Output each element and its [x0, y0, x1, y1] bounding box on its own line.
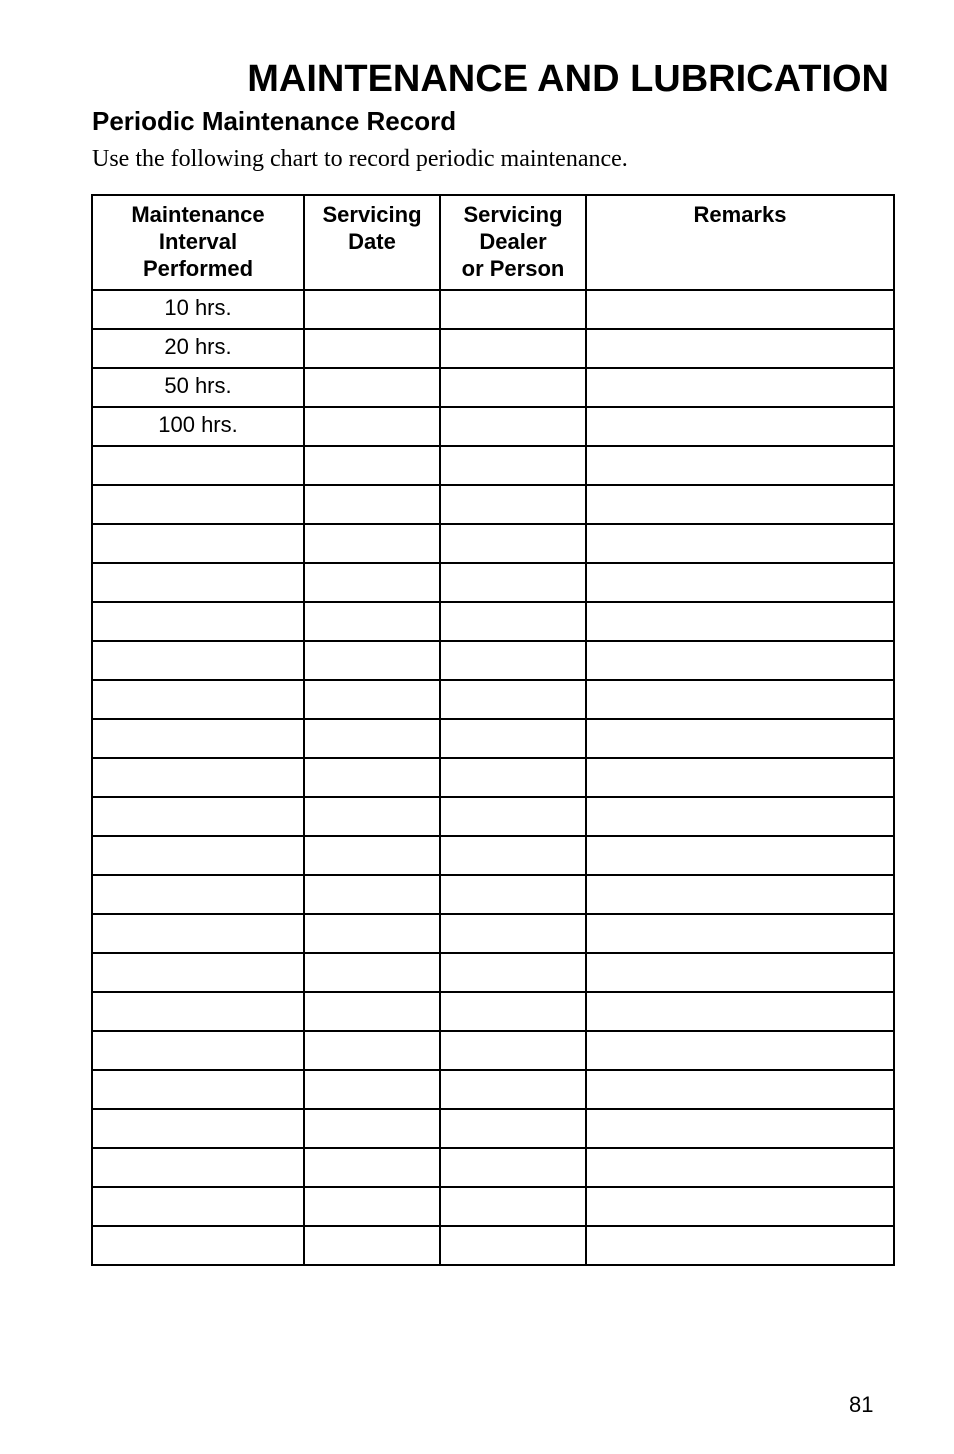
interval-cell	[92, 1070, 304, 1109]
remarks-cell	[586, 290, 894, 329]
table-row	[92, 485, 894, 524]
dealer-cell	[440, 797, 586, 836]
header-line: Performed	[142, 256, 254, 281]
remarks-cell	[586, 875, 894, 914]
table-row	[92, 1109, 894, 1148]
dealer-cell	[440, 914, 586, 953]
date-cell	[304, 992, 440, 1031]
remarks-cell	[586, 680, 894, 719]
remarks-cell	[586, 368, 894, 407]
date-cell	[304, 914, 440, 953]
dealer-cell	[440, 290, 586, 329]
interval-cell	[92, 1109, 304, 1148]
date-cell	[304, 485, 440, 524]
intro-text: Use the following chart to record periodic maintenance.	[92, 146, 628, 172]
table-row	[92, 602, 894, 641]
date-cell	[304, 563, 440, 602]
date-cell	[304, 1226, 440, 1265]
date-cell	[304, 719, 440, 758]
page-number: 81	[849, 1392, 874, 1417]
remarks-cell	[586, 563, 894, 602]
header-remarks	[586, 195, 894, 290]
table-row	[92, 524, 894, 563]
section-heading: Periodic Maintenance Record	[92, 106, 457, 136]
remarks-cell	[586, 914, 894, 953]
table-row	[92, 290, 894, 329]
table-row	[92, 836, 894, 875]
remarks-cell	[586, 329, 894, 368]
remarks-cell	[586, 1148, 894, 1187]
remarks-cell	[586, 953, 894, 992]
header-line: Servicing	[322, 202, 422, 227]
interval-cell	[92, 719, 304, 758]
interval-cell	[92, 602, 304, 641]
interval-cell	[92, 992, 304, 1031]
table-body	[92, 290, 894, 1265]
interval-cell	[92, 836, 304, 875]
dealer-cell	[440, 1031, 586, 1070]
date-cell	[304, 602, 440, 641]
dealer-cell	[440, 524, 586, 563]
interval-cell	[92, 914, 304, 953]
date-cell	[304, 329, 440, 368]
date-cell	[304, 1148, 440, 1187]
table-row	[92, 1226, 894, 1265]
remarks-cell	[586, 446, 894, 485]
table-row	[92, 875, 894, 914]
interval-cell	[92, 641, 304, 680]
dealer-cell	[440, 485, 586, 524]
table-row	[92, 914, 894, 953]
header-servicing-dealer	[440, 195, 586, 290]
interval-cell	[92, 1031, 304, 1070]
header-line: Date	[348, 229, 396, 254]
interval-cell	[92, 1187, 304, 1226]
remarks-cell	[586, 485, 894, 524]
interval-cell	[92, 953, 304, 992]
remarks-cell	[586, 719, 894, 758]
dealer-cell	[440, 758, 586, 797]
table-row	[92, 1148, 894, 1187]
dealer-cell	[440, 1226, 586, 1265]
dealer-cell	[440, 329, 586, 368]
remarks-cell	[586, 1070, 894, 1109]
table-row	[92, 719, 894, 758]
interval-cell: 50 hrs.	[92, 368, 304, 407]
date-cell	[304, 875, 440, 914]
date-cell	[304, 641, 440, 680]
header-servicing-date	[304, 195, 440, 290]
table-row	[92, 407, 894, 446]
dealer-cell	[440, 680, 586, 719]
remarks-cell	[586, 1109, 894, 1148]
table-row	[92, 1031, 894, 1070]
interval-cell	[92, 875, 304, 914]
header-line: or Person	[461, 256, 565, 281]
date-cell	[304, 758, 440, 797]
remarks-cell	[586, 758, 894, 797]
date-cell	[304, 368, 440, 407]
interval-cell	[92, 485, 304, 524]
dealer-cell	[440, 1109, 586, 1148]
dealer-cell	[440, 836, 586, 875]
interval-cell	[92, 1148, 304, 1187]
remarks-cell	[586, 836, 894, 875]
date-cell	[304, 524, 440, 563]
interval-cell	[92, 680, 304, 719]
table-row	[92, 329, 894, 368]
remarks-cell	[586, 1226, 894, 1265]
interval-cell	[92, 797, 304, 836]
table-row	[92, 446, 894, 485]
table-row	[92, 797, 894, 836]
remarks-cell	[586, 407, 894, 446]
date-cell	[304, 1070, 440, 1109]
dealer-cell	[440, 875, 586, 914]
remarks-cell	[586, 602, 894, 641]
date-cell	[304, 836, 440, 875]
date-cell	[304, 1187, 440, 1226]
table-row	[92, 1070, 894, 1109]
interval-cell	[92, 563, 304, 602]
maintenance-record-table	[91, 194, 895, 1266]
dealer-cell	[440, 953, 586, 992]
interval-cell	[92, 524, 304, 563]
date-cell	[304, 1031, 440, 1070]
date-cell	[304, 1109, 440, 1148]
dealer-cell	[440, 602, 586, 641]
table-row	[92, 1187, 894, 1226]
table-row	[92, 641, 894, 680]
date-cell	[304, 797, 440, 836]
table-header-row	[92, 195, 894, 290]
table-row	[92, 953, 894, 992]
header-maintenance-interval	[92, 195, 304, 290]
page-title: MAINTENANCE AND LUBRICATION	[247, 58, 889, 100]
table-row	[92, 680, 894, 719]
remarks-cell	[586, 1187, 894, 1226]
interval-cell	[92, 1226, 304, 1265]
dealer-cell	[440, 719, 586, 758]
dealer-cell	[440, 1187, 586, 1226]
header-line: Remarks	[693, 202, 787, 227]
interval-cell	[92, 758, 304, 797]
dealer-cell	[440, 563, 586, 602]
interval-cell: 10 hrs.	[92, 290, 304, 329]
table-row	[92, 563, 894, 602]
remarks-cell	[586, 797, 894, 836]
dealer-cell	[440, 1070, 586, 1109]
table-row	[92, 368, 894, 407]
header-line: Servicing	[463, 202, 563, 227]
dealer-cell	[440, 992, 586, 1031]
remarks-cell	[586, 641, 894, 680]
header-line: Interval	[158, 229, 238, 254]
date-cell	[304, 446, 440, 485]
dealer-cell	[440, 407, 586, 446]
interval-cell: 20 hrs.	[92, 329, 304, 368]
interval-cell: 100 hrs.	[92, 407, 304, 446]
remarks-cell	[586, 992, 894, 1031]
remarks-cell	[586, 524, 894, 563]
date-cell	[304, 680, 440, 719]
dealer-cell	[440, 368, 586, 407]
date-cell	[304, 953, 440, 992]
date-cell	[304, 407, 440, 446]
dealer-cell	[440, 446, 586, 485]
table-row	[92, 992, 894, 1031]
dealer-cell	[440, 641, 586, 680]
remarks-cell	[586, 1031, 894, 1070]
table-row	[92, 758, 894, 797]
dealer-cell	[440, 1148, 586, 1187]
interval-cell	[92, 446, 304, 485]
header-line: Maintenance	[131, 202, 265, 227]
date-cell	[304, 290, 440, 329]
header-line: Dealer	[479, 229, 547, 254]
